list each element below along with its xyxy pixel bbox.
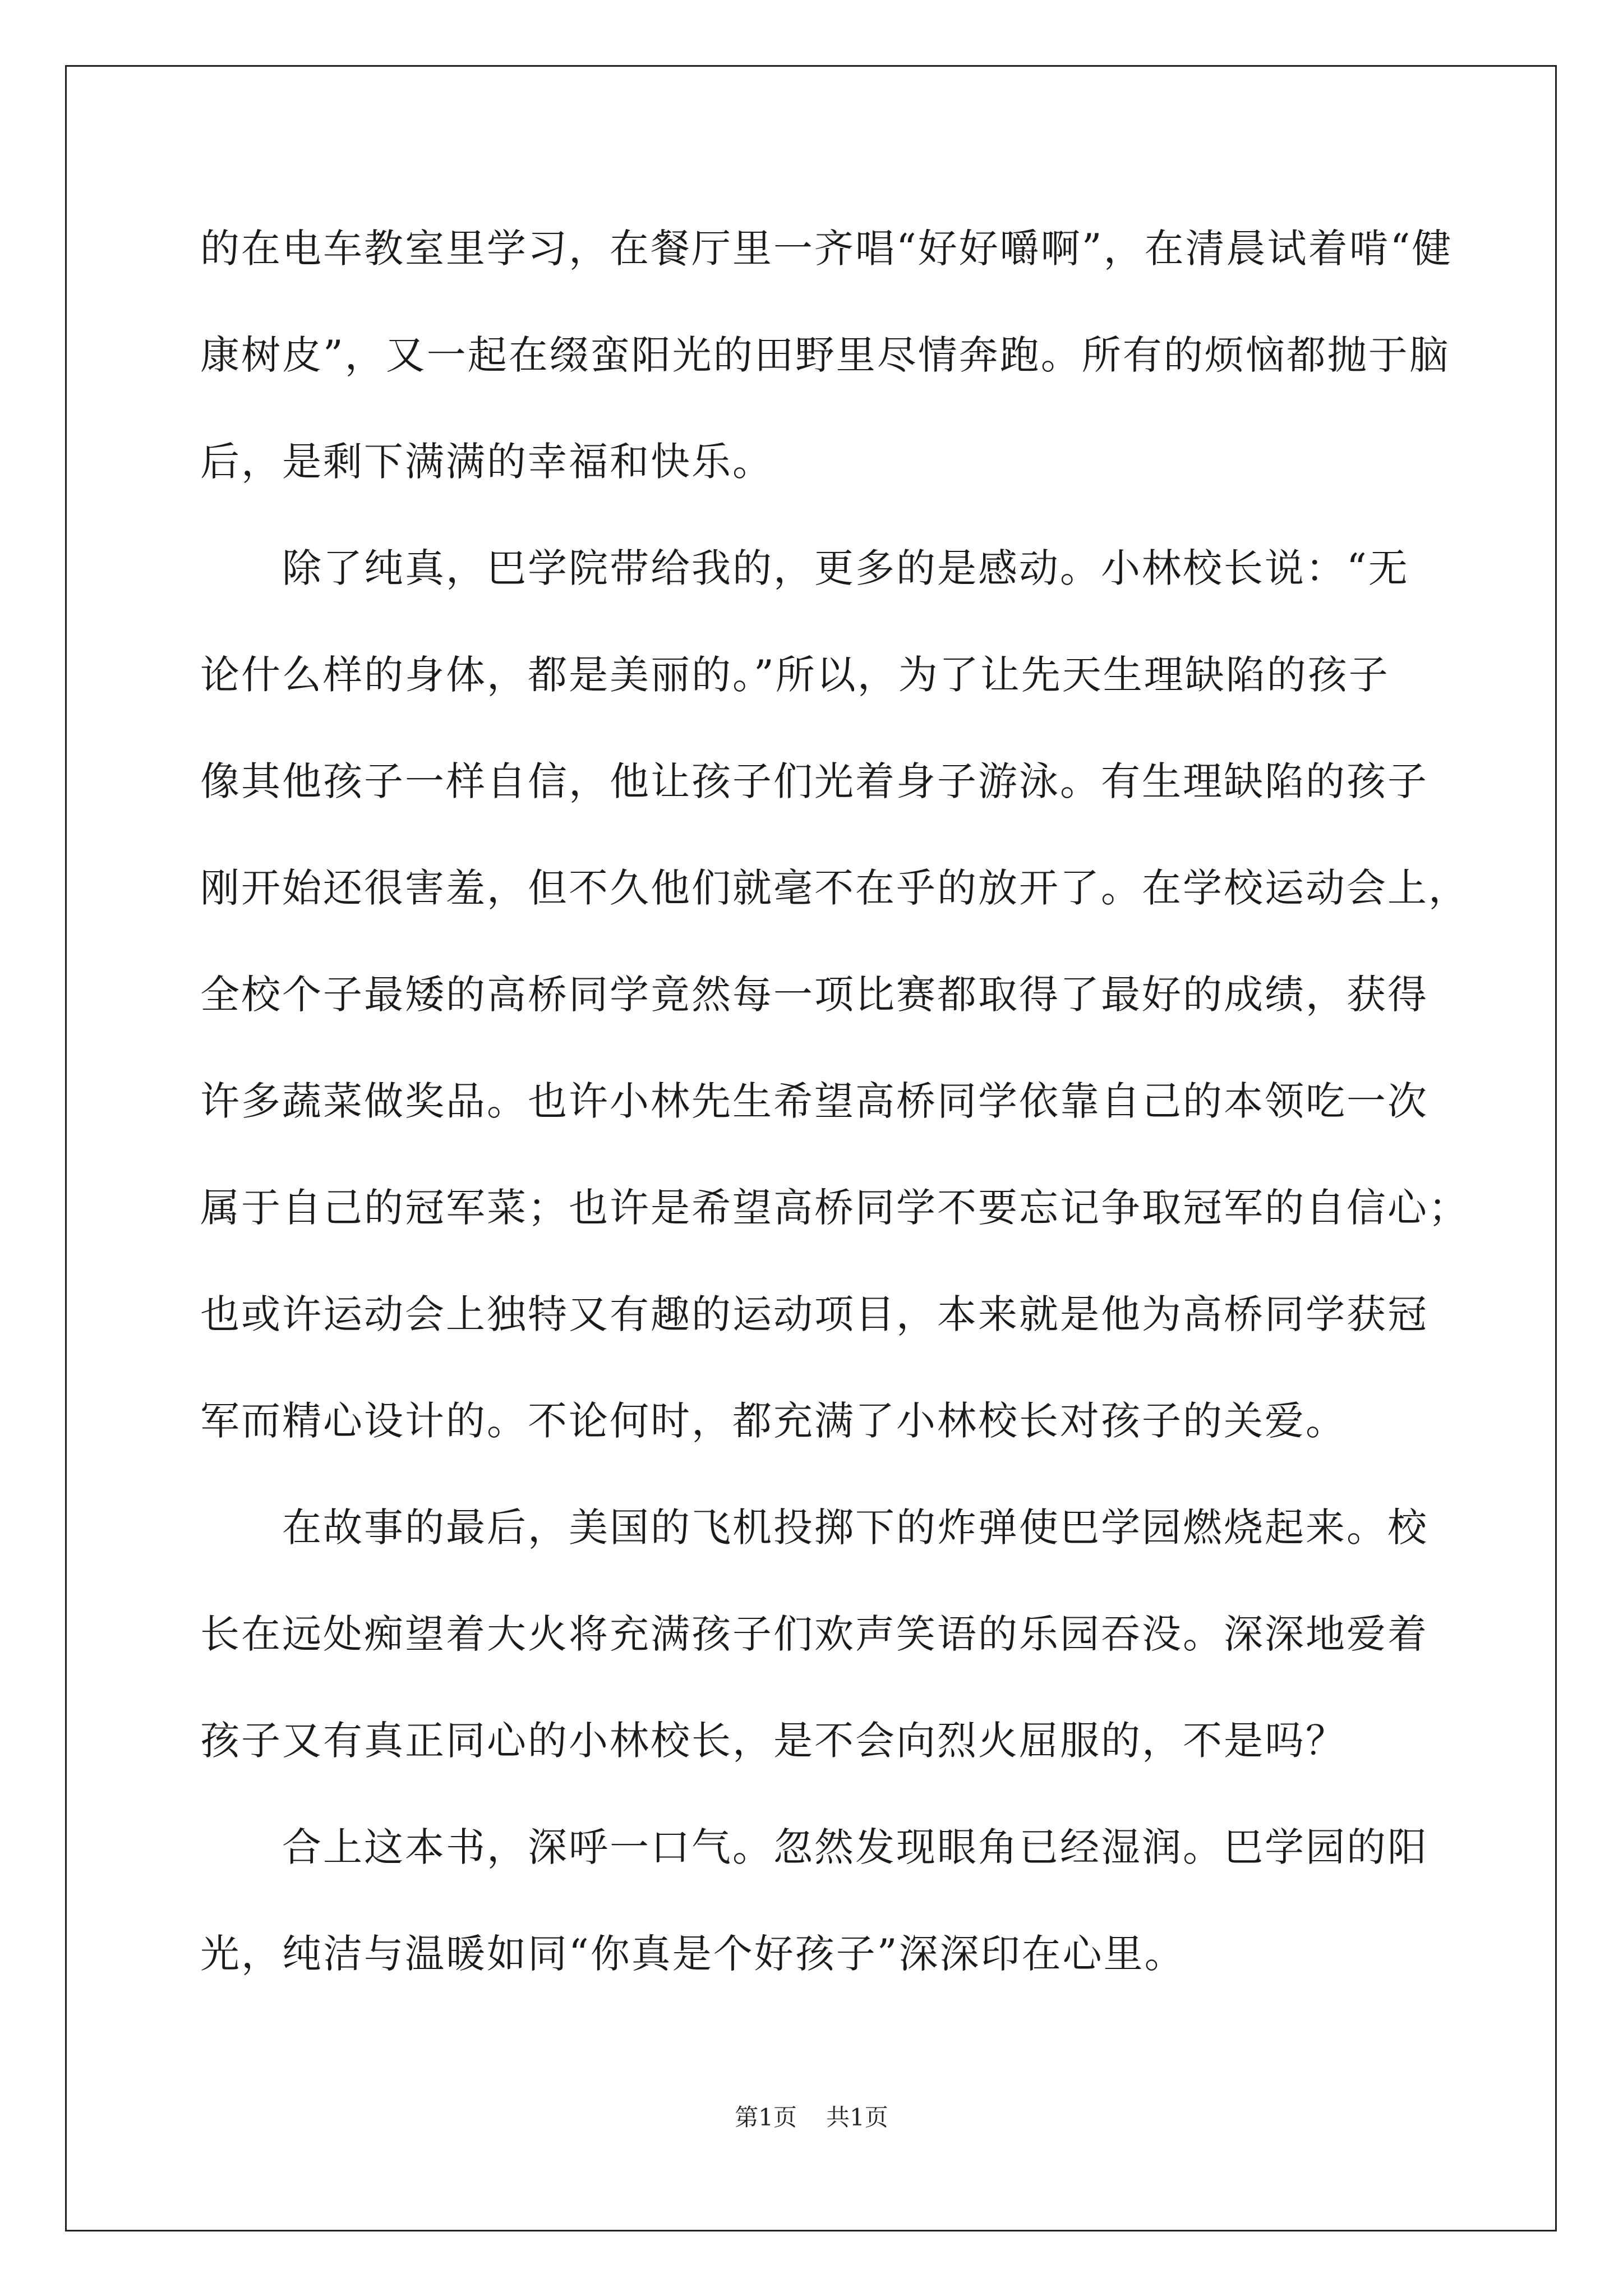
text-line: 长在远处痴望着大火将充满孩子们欢声笑语的乐园吞没。深深地爱着 bbox=[200, 1611, 1428, 1657]
text-line: 像其他孩子一样自信，他让孩子们光着身子游泳。有生理缺陷的孩子 bbox=[200, 758, 1428, 804]
text-line: 孩子又有真正同心的小林校长，是不会向烈火屈服的，不是吗？ bbox=[200, 1718, 1347, 1764]
text-line: 许多蔬菜做奖品。也许小林先生希望高桥同学依靠自己的本领吃一次 bbox=[200, 1078, 1428, 1124]
document-body bbox=[200, 218, 1469, 2030]
text-line: 的在电车教室里学习，在餐厅里一齐唱“好好嚼啊”，在清晨试着啃“健 bbox=[200, 226, 1453, 272]
text-line: 属于自己的冠军菜；也许是希望高桥同学不要忘记争取冠军的自信心； bbox=[200, 1185, 1469, 1231]
text-line: 合上这本书，深呼一口气。忽然发现眼角已经湿润。巴学园的阳 bbox=[282, 1824, 1428, 1870]
page-footer bbox=[0, 2101, 1623, 2134]
text-line: 康树皮”，又一起在缀蛮阳光的田野里尽情奔跑。所有的烦恼都抛于脑 bbox=[200, 332, 1450, 378]
page-total: 共1页 bbox=[826, 2104, 888, 2131]
text-line: 后，是剩下满满的幸福和快乐。 bbox=[200, 439, 773, 485]
page-number: 第1页 bbox=[735, 2104, 797, 2131]
text-line: 也或许运动会上独特又有趣的运动项目，本来就是他为高桥同学获冠 bbox=[200, 1291, 1428, 1337]
text-line: 全校个子最矮的高桥同学竟然每一项比赛都取得了最好的成绩，获得 bbox=[200, 972, 1428, 1018]
text-line: 在故事的最后，美国的飞机投掷下的炸弹使巴学园燃烧起来。校 bbox=[282, 1504, 1428, 1550]
text-line: 论什么样的身体，都是美丽的。”所以，为了让先天生理缺陷的孩子 bbox=[200, 652, 1390, 698]
text-line: 刚开始还很害羞，但不久他们就毫不在乎的放开了。在学校运动会上， bbox=[200, 865, 1469, 911]
text-line: 除了纯真，巴学院带给我的，更多的是感动。小林校长说：“无 bbox=[282, 545, 1409, 591]
text-line: 军而精心设计的。不论何时，都充满了小林校长对孩子的关爱。 bbox=[200, 1398, 1347, 1444]
text-line: 光，纯洁与温暖如同“你真是个好孩子”深深印在心里。 bbox=[200, 1931, 1186, 1977]
